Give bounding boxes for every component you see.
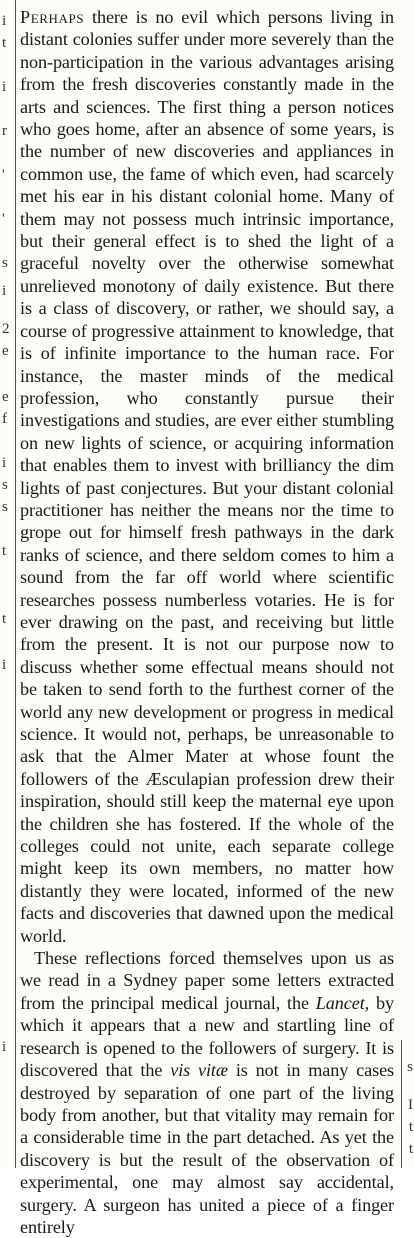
margin-fragment: e [2, 389, 9, 405]
margin-fragment: i [2, 455, 7, 471]
column-rule-left [15, 0, 16, 1168]
margin-fragment: s [2, 477, 8, 493]
article-paragraph-1 [20, 6, 394, 947]
margin-fragment: r [2, 123, 7, 139]
margin-fragment: ' [2, 167, 5, 183]
margin-fragment: I [408, 1097, 413, 1113]
margin-fragment: i [2, 1039, 7, 1055]
margin-fragment: ' [2, 211, 5, 227]
margin-fragment: t [2, 35, 7, 51]
margin-fragment: s [2, 499, 8, 515]
margin-fragment: e [2, 343, 9, 359]
margin-fragment: t [2, 543, 7, 559]
paragraph-text: These reflections forced themselves upon us as we read in a Sydney paper some letters extracted from the principal medical journal, the [20, 948, 394, 1013]
margin-fragment: 2 [2, 321, 10, 337]
margin-fragment: i [2, 283, 7, 299]
margin-fragment: t [408, 1141, 413, 1157]
margin-fragment: i [2, 657, 7, 673]
margin-fragment: i [2, 13, 7, 29]
lead-word: Perhaps [20, 7, 85, 27]
right-margin-column [400, 0, 414, 1168]
column-rule-right [401, 1040, 402, 1168]
margin-fragment: t [408, 1119, 413, 1135]
margin-fragment: f [2, 411, 7, 427]
margin-fragment: t [2, 611, 7, 627]
margin-fragment: i [2, 79, 7, 95]
margin-fragment: s [407, 1059, 413, 1075]
latin-term: vis vitæ [170, 1060, 228, 1081]
paragraph-text: by which it appears that a new and startling line of research is opened to the followers of surgery. It is discovered that the [20, 992, 394, 1081]
paragraph-text: is not in many cases destroyed by separation of one part of the living body from another, but that vitality may remain for a considerable time in the part detached. As yet the discovery is but the result of the observation of experimental, one may almost say accidental, surgery. A surgeon has united a piece of a finger entirely [20, 1060, 395, 1237]
journal-name: Lancet, [315, 992, 370, 1013]
left-margin-column [0, 0, 16, 1168]
paragraph-text: there is no evil which persons living in distant colonies suffer under more severely than the non-participation in the various advantages arising from the fresh discoveries constantly made in the arts and sciences. The first thing a person notices who goes home, after an absence of some years, is the number of new discoveries and appliances in common use, the fame of which even, had scarcely met his ear in his distant colonial home. Many of them may not possess much intrinsic importance, but their general effect is to shed the light of a graceful novelty over the otherwise somewhat unrelieved monotony of daily existence. But there is a class of discovery, or rather, we should say, a course of progressive attainment to knowledge, that is of infinite importance to the human race. For instance, the master minds of the medical profession, who constantly pursue their investigations and studies, are ever either stumbling on new lights of science, or acquiring information that enables them to invest with brilliancy the dim lights of past conjectures. But your distant colonial practitioner has neither the means nor the time to grope out for himself fresh pathways in the dark ranks of science, and there seldom comes to him a sound from the far off world where scientific researches possess numberless votaries. He is for ever drawing on the past, and receiving but little from the present. It is not our purpose now to discuss whether some effectual means should not be taken to send forth to the furthest corner of the world any new development or progress in medical science. It would not, perhaps, be unreasonable to ask that the Almer Mater at whose fount the followers of the Æsculapian profession drew their inspiration, should still keep the maternal eye upon the children she has fostered. If the whole of the colleges could not unite, each separate college might keep its own members, no matter how distantly they were located, informed of the new facts and discoveries that dawned upon the medical world. [20, 7, 394, 946]
article-body [20, 6, 394, 1238]
article-paragraph-2 [20, 947, 394, 1238]
margin-fragment: s [2, 255, 8, 271]
